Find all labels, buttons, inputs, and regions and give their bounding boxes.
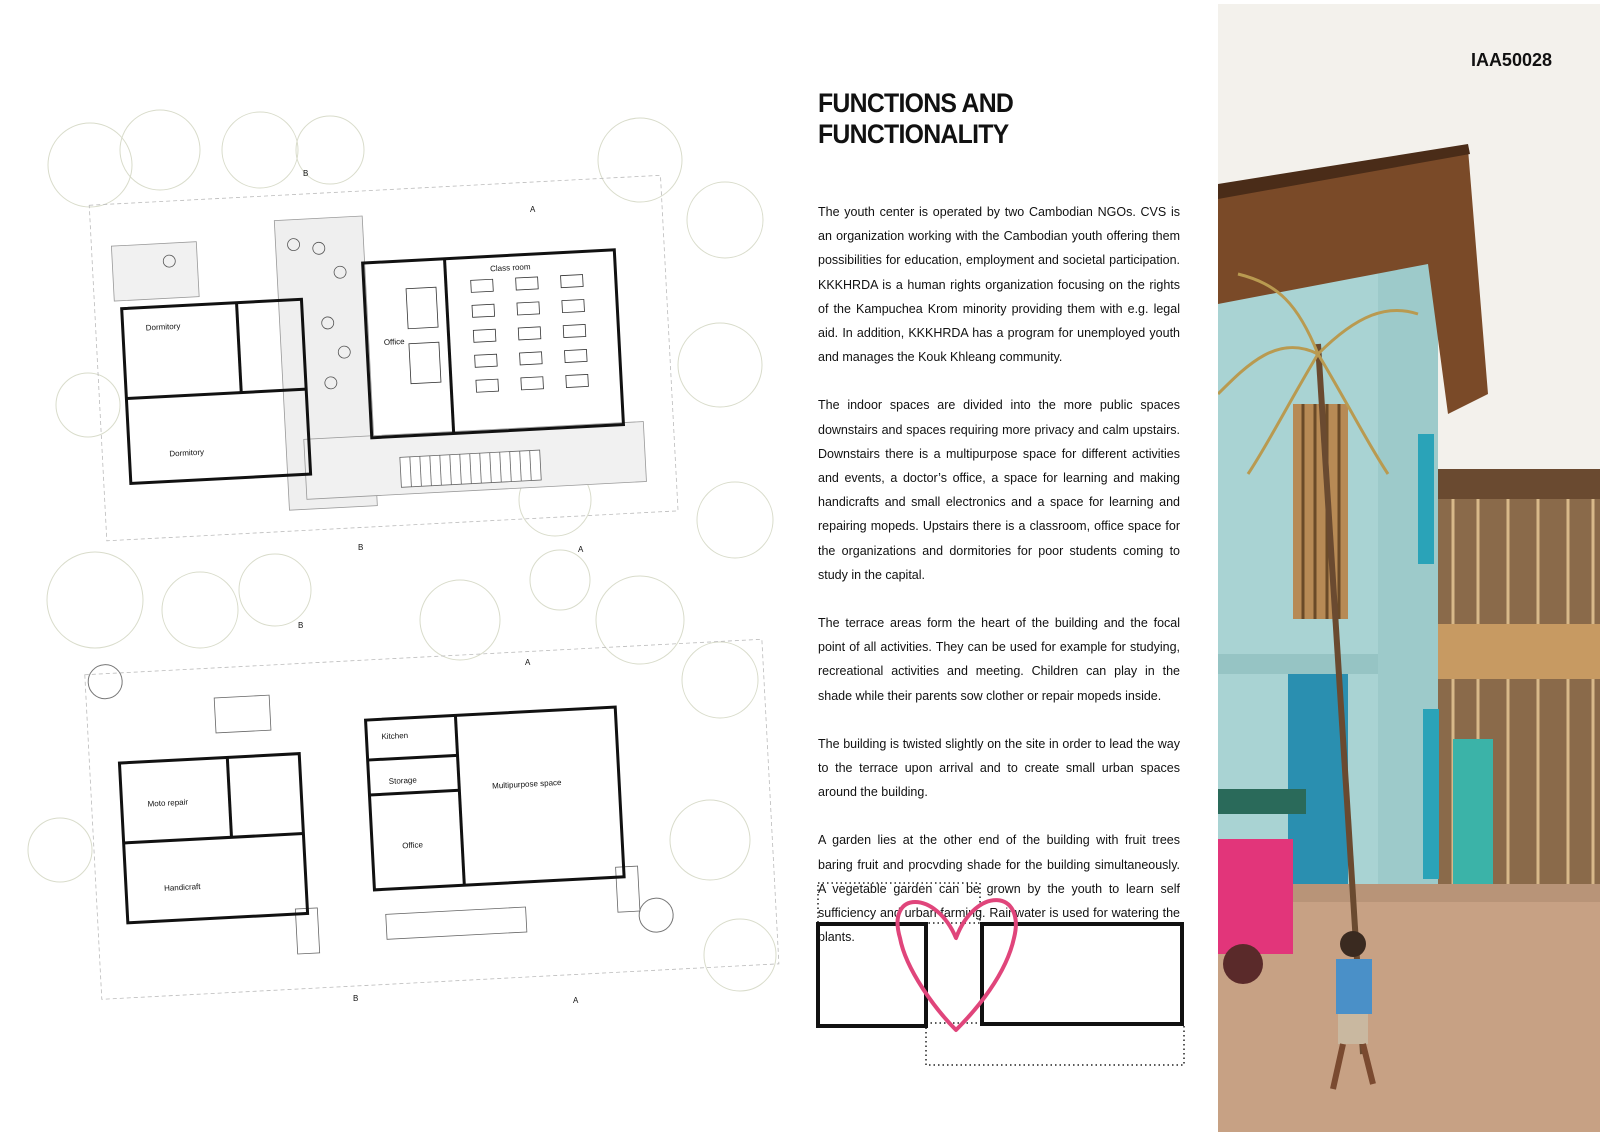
lower-room-label: Storage — [388, 775, 418, 786]
paragraph: The indoor spaces are divided into the more public spaces downstairs and spaces requiring more privacy and calm upstairs. Downstairs there is a multipurpose space for different activities and events, a doctor’s office, a space for learning and making handicrafts and small electronics and a space for learning and repairing mopeds. Upstairs there is a classroom, office space for the organizations and dormitories for poor students coming to study in the capital. — [818, 398, 1180, 582]
paragraph: The terrace areas form the heart of the building and the focal point of all activities. They can be used for example for studying, recreational activities and meeting. Children can play in the shade while their parents sow clother or repair mopeds inside. — [818, 616, 1180, 703]
lower-room-label: Multipurpose space — [491, 777, 562, 791]
section-mark: B — [298, 621, 304, 630]
paragraph: A garden lies at the other end of the building with fruit trees baring fruit and procvding shade for the building simultaneously. A vegetable garden can be grown by the youth to learn self sufficiency and urban farming. Rainwater is used for watering the plants. — [818, 833, 1180, 945]
section-mark: A — [578, 545, 584, 554]
section-mark: B — [353, 994, 359, 1003]
upper-floor-plan — [89, 175, 678, 540]
upper-room-label: Class room — [489, 262, 531, 274]
paragraph: The building is twisted slightly on the site in order to lead the way to the terrace upon arrival and to create small urban spaces around the building. — [818, 736, 1180, 800]
section-mark: A — [573, 996, 579, 1005]
body-text — [818, 200, 1180, 973]
floor-plans — [0, 0, 790, 1132]
section-mark: B — [303, 169, 309, 178]
lower-room-label: Kitchen — [381, 730, 409, 742]
section-mark: B — [358, 543, 364, 552]
upper-room-label: Office — [383, 336, 405, 348]
project-code: IAA50028 — [1470, 50, 1552, 70]
building-photo-svg — [1218, 4, 1600, 1132]
heart-icon — [898, 900, 1016, 1030]
floor-plans-svg — [0, 0, 790, 1132]
concept-diagram-svg — [816, 880, 1186, 1070]
upper-room-label: Dormitory — [169, 447, 205, 459]
concept-diagram — [816, 880, 1186, 1075]
lower-room-label: Moto repair — [147, 797, 189, 809]
upper-room-label: Dormitory — [145, 321, 181, 333]
paragraph: The youth center is operated by two Cambodian NGOs. CVS is an organization working with the Cambodian youth offering them possibilities for education, employment and societal participation. KKKHRDA is a human rights organization focusing on the rights of the Kampuchea Krom minority providing them with e.g. legal aid. In addition, KKKHRDA has a program for unemployed youth and manages the Kouk Khleang community. — [818, 205, 1180, 365]
section-mark: A — [530, 205, 536, 214]
section-mark: A — [525, 658, 531, 667]
page-title: FUNCTIONS AND FUNCTIONALITY — [818, 88, 1014, 149]
lower-room-label: Handicraft — [163, 881, 201, 893]
building-photo — [1218, 4, 1600, 1132]
lower-room-label: Office — [401, 840, 424, 851]
lower-floor-plan — [84, 630, 779, 999]
